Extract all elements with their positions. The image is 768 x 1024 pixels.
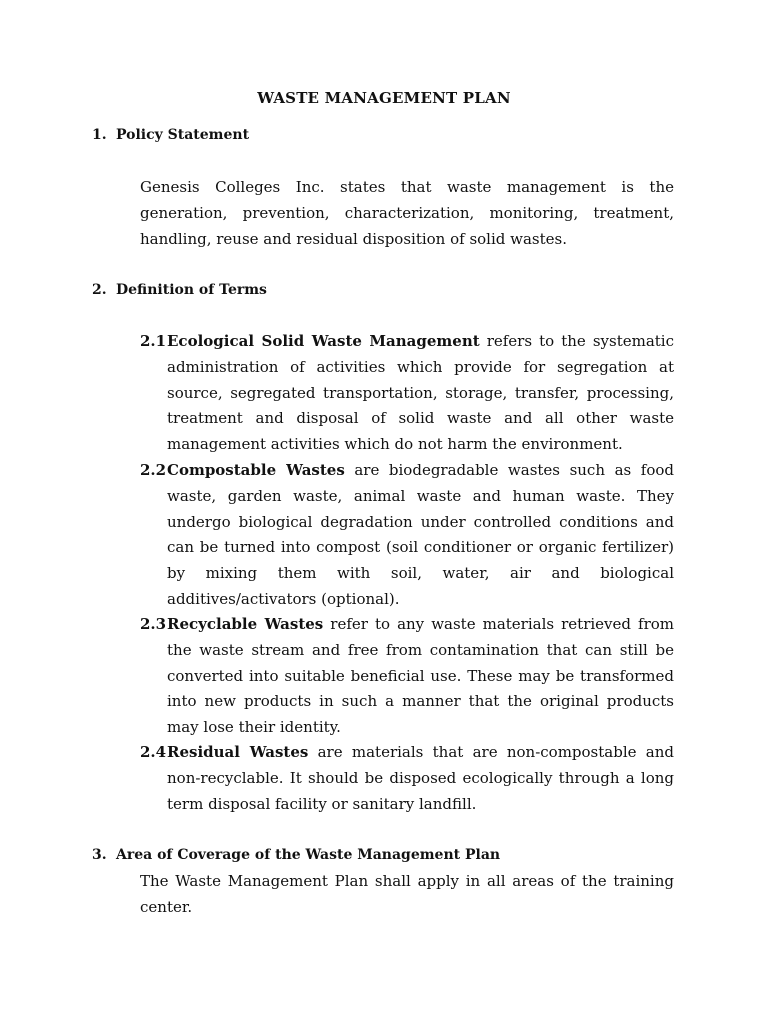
definition-text: refer to any waste materials retrieved from the waste stream and free from contamination that can still be converted into suitable beneficial use. These may be transformed into new products in such a manner that the original products may lose their identity. <box>167 615 675 737</box>
section-title: Area of Coverage of the Waste Management Plan <box>116 847 501 863</box>
section-heading-policy-statement <box>92 127 249 143</box>
section-number: 3. <box>92 847 107 863</box>
definition-item-residual-wastes <box>140 740 674 817</box>
definition-number: 2.3 <box>140 615 167 633</box>
definition-text: are biodegradable wastes such as food waste, garden waste, animal waste and human waste. They undergo biological degradation under controlled conditions and can be turned into compost (soil conditioner or organic fertilizer) by mixing them with soil, water, air and biological additives/activators (optional). <box>167 461 674 608</box>
definition-body <box>167 329 674 458</box>
definition-term: Compostable Wastes <box>167 461 345 479</box>
definition-item-ecological-solid-waste-management <box>140 329 674 458</box>
section-heading-area-of-coverage <box>92 847 500 863</box>
definition-item-compostable-wastes <box>140 458 674 613</box>
definition-item-recyclable-wastes <box>140 612 674 741</box>
definition-body <box>167 740 674 817</box>
section-number: 2. <box>92 282 107 298</box>
section-number: 1. <box>92 127 107 143</box>
document-title: WASTE MANAGEMENT PLAN <box>257 89 511 107</box>
definition-text: are materials that are non-compostable and non-recyclable. It should be disposed ecologically through a long term disposal facility or sanitary landfill. <box>167 743 674 813</box>
section-title: Policy Statement <box>116 127 250 143</box>
definition-body <box>167 458 674 613</box>
definition-term: Recyclable Wastes <box>167 615 324 633</box>
definition-number: 2.1 <box>140 332 167 350</box>
definition-number: 2.2 <box>140 461 167 479</box>
definition-number: 2.4 <box>140 743 167 761</box>
section-heading-definition-of-terms <box>92 282 267 298</box>
policy-statement-paragraph: Genesis Colleges Inc. states that waste management is the generation, prevention, characterization, monitoring, treatment, handling, reuse and residual disposition of solid wastes. <box>140 178 674 248</box>
area-of-coverage-paragraph: The Waste Management Plan shall apply in all areas of the training center. <box>140 872 674 916</box>
definition-term: Residual Wastes <box>167 743 309 761</box>
definition-body <box>167 612 674 741</box>
definition-text: refers to the systematic administration of activities which provide for segregation at source, segregated transportation, storage, transfer, processing, treatment and disposal of solid waste and all other waste management activities which do not harm the environment. <box>167 332 674 454</box>
section-title: Definition of Terms <box>116 282 267 298</box>
definition-term: Ecological Solid Waste Management <box>167 332 480 350</box>
